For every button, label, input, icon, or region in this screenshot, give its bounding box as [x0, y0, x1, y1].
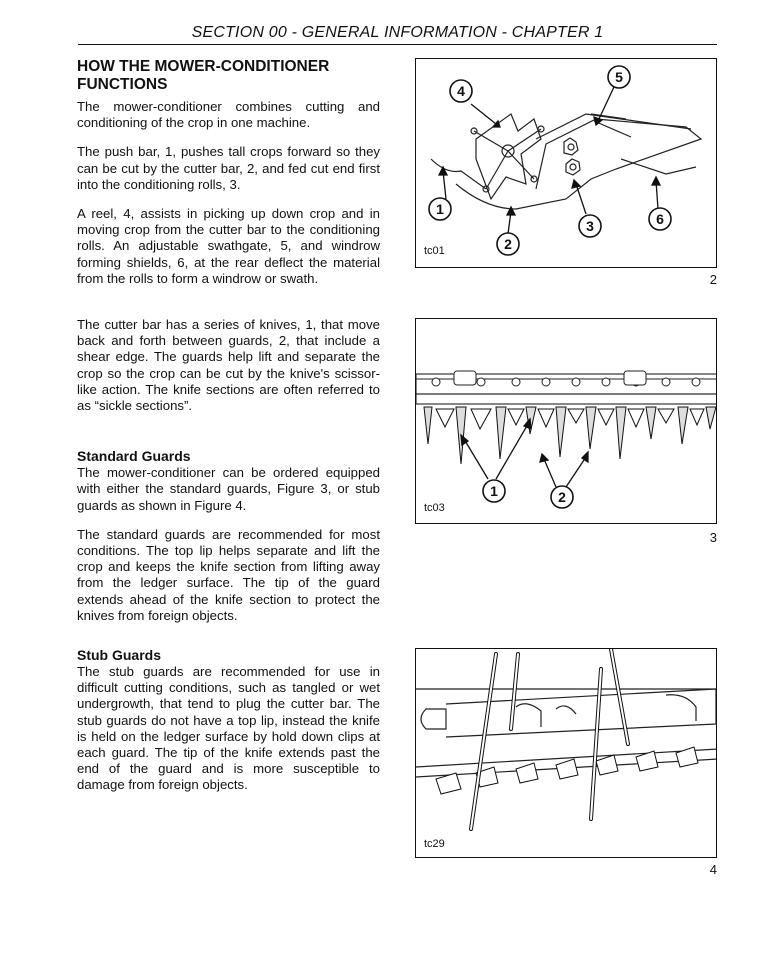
main-heading: HOW THE MOWER-CONDITIONER FUNCTIONS	[77, 58, 330, 93]
callout-1: 1	[490, 483, 498, 499]
figure-code-tc01: tc01	[424, 245, 445, 257]
stub-guards-block	[77, 647, 380, 794]
figure-2-mower-diagram	[415, 58, 717, 268]
figure-3-cutter-bar	[415, 318, 717, 524]
stub-guards-heading: Stub Guards	[77, 647, 162, 663]
figure-code-tc03: tc03	[424, 502, 445, 514]
callout-3: 3	[586, 218, 594, 234]
callout-1: 1	[436, 201, 444, 217]
figure-number-2: 2	[709, 272, 717, 287]
section-header: SECTION 00 - GENERAL INFORMATION - CHAPTER 1	[191, 24, 604, 41]
callout-2: 2	[504, 236, 512, 252]
paragraph-overview: The mower-conditioner combines cutting and conditioning of the crop in one machine.	[77, 99, 380, 131]
mower-conditioner-illustration	[416, 59, 717, 268]
paragraph-standard-guards: The standard guards are recommended for most conditions. The top lip helps separate and lift the crop and keeps the knife section from lifting away from the ledger surface. The tip of the guard extends ahead of the knife section to protect the knives from foreign objects.	[77, 526, 380, 623]
figure-number-4: 4	[709, 862, 717, 877]
cutter-bar-illustration	[416, 319, 717, 524]
figure-number-3: 3	[709, 530, 717, 545]
paragraph-cutter-bar: The cutter bar has a series of knives, 1, that move back and forth between guards, 2, that include a shear edge. The guards help lift and separate the crop so the crop can be cut by the knive's scissor-like action. The knife sections are often referred to as “sickle sections”.	[77, 317, 380, 414]
paragraph-push-bar: The push bar, 1, pushes tall crops forward so they can be cut by the cutter bar, 2, and fed cut end first into the conditioning rolls, 3.	[77, 144, 380, 192]
intro-block	[77, 58, 380, 287]
figure-code-tc29: tc29	[424, 838, 445, 850]
callout-4: 4	[457, 83, 465, 99]
paragraph-standard-options: The mower-conditioner can be ordered equipped with either the standard guards, Figure 3, or stub guards as shown in Figure 4.	[77, 465, 380, 513]
callout-2: 2	[558, 489, 566, 505]
stub-guards-illustration	[416, 649, 717, 858]
figure-4-stub-guards	[415, 648, 717, 858]
callout-6: 6	[656, 211, 664, 227]
paragraph-reel: A reel, 4, assists in picking up down crop and in moving crop from the cutter bar to the conditioning rolls. An adjustable swathgate, 5, and windrow forming shields, 6, at the rear deflect the material from the rolls to form a windrow or swath.	[77, 206, 380, 286]
standard-guards-heading: Standard Guards	[77, 448, 191, 465]
paragraph-stub-guards: The stub guards are recommended for use in difficult cutting conditions, such as tangled or wet undergrowth, that tend to plug the cutter bar. The stub guards do not have a top lip, instead the knife is held on the ledger surface by hold down clips at each guard. The tip of the knife extends past the end of the guard and is more susceptible to damage from foreign objects.	[77, 664, 380, 793]
header-rule	[78, 44, 717, 45]
callout-5: 5	[615, 69, 623, 85]
cutter-bar-block	[77, 317, 380, 624]
